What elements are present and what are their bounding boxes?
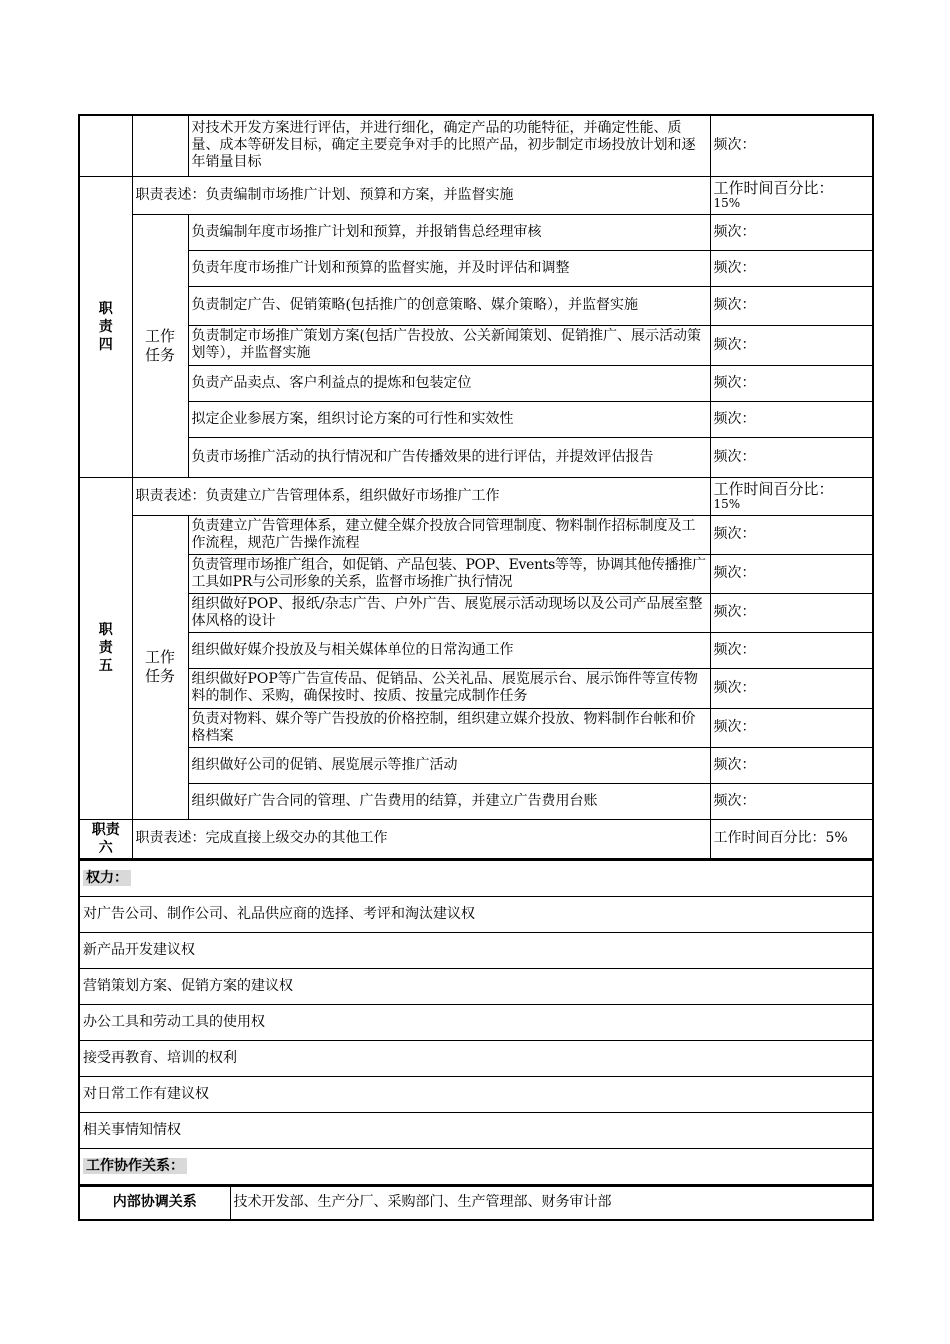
task-text: 负责建立广告管理体系，建立健全媒介投放合同管理制度、物料制作招标制度及工作流程，规范广告操作流程	[188, 515, 710, 554]
duty4-statement: 职责表述：负责编制市场推广计划、预算和方案，并监督实施	[132, 176, 710, 214]
duty3-task-row	[79, 115, 873, 176]
task-text: 组织做好媒介投放及与相关媒体单位的日常沟通工作	[188, 632, 710, 668]
task-text: 负责产品卖点、客户利益点的提炼和包装定位	[188, 365, 710, 401]
authority-item: 接受再教育、培训的权利	[79, 1041, 873, 1077]
duty4-tasks-label	[132, 214, 188, 477]
internal-relations-row	[79, 1186, 873, 1220]
duty5-task-row	[79, 515, 873, 554]
relations-heading-text: 工作协作关系：	[83, 1158, 187, 1174]
task-text: 负责对物料、媒介等广告投放的价格控制，组织建立媒介投放、物料制作台帐和价格档案	[188, 708, 710, 747]
duty4-time-pct	[710, 176, 873, 214]
authority-item: 新产品开发建议权	[79, 933, 873, 969]
authority-item-row	[79, 969, 873, 1005]
authority-item: 对广告公司、制作公司、礼品供应商的选择、考评和淘汰建议权	[79, 897, 873, 933]
authority-item: 相关事情知情权	[79, 1113, 873, 1149]
task-text: 组织做好POP、报纸/杂志广告、户外广告、展览展示活动现场以及公司产品展室整体风格的设计	[188, 593, 710, 632]
duty4-task-row	[79, 214, 873, 250]
authority-heading-row	[79, 861, 873, 897]
internal-relations-label: 内部协调关系	[79, 1186, 230, 1220]
authority-item-row	[79, 1005, 873, 1041]
authority-heading	[79, 861, 873, 897]
duty6-statement: 职责表述：完成直接上级交办的其他工作	[132, 819, 710, 859]
authority-item: 办公工具和劳动工具的使用权	[79, 1005, 873, 1041]
frequency-cell: 频次：	[710, 401, 873, 437]
duty5-tasks-label	[132, 515, 188, 819]
relations-table	[78, 1186, 874, 1222]
frequency-cell: 频次：	[710, 286, 873, 325]
frequency-cell: 频次：	[710, 668, 873, 708]
duty4-task-row	[79, 250, 873, 286]
relations-heading-row	[79, 1149, 873, 1185]
frequency-cell: 频次：	[710, 783, 873, 819]
frequency-cell: 频次：	[710, 250, 873, 286]
frequency-cell: 频次：	[710, 325, 873, 365]
frequency-cell: 频次：	[710, 515, 873, 554]
authority-item-row	[79, 933, 873, 969]
task-text: 负责市场推广活动的执行情况和广告传播效果的进行评估，并提效评估报告	[188, 437, 710, 477]
authority-table	[78, 860, 874, 1186]
internal-relations-value: 技术开发部、生产分厂、采购部门、生产管理部、财务审计部	[230, 1186, 873, 1220]
duty5-task-row	[79, 783, 873, 819]
duty5-tasks-label-text: 工作任务	[144, 648, 175, 685]
task-text: 负责年度市场推广计划和预算的监督实施，并及时评估和调整	[188, 250, 710, 286]
duty6-label	[79, 819, 132, 859]
duty4-task-row	[79, 286, 873, 325]
job-description-page	[78, 114, 872, 1221]
duty5-task-row	[79, 747, 873, 783]
duty5-statement-row	[79, 477, 873, 515]
duty5-label	[79, 477, 132, 819]
task-text: 拟定企业参展方案，组织讨论方案的可行性和实效性	[188, 401, 710, 437]
duty4-task-row	[79, 325, 873, 365]
task-text: 负责管理市场推广组合，如促销、产品包装、POP、Events等等，协调其他传播推广工具如PR与公司形象的关系，监督市场推广执行情况	[188, 554, 710, 593]
duty5-task-row	[79, 668, 873, 708]
duty5-pct-label: 工作时间百分比：	[713, 480, 834, 498]
duty5-pct-value: 15%	[713, 497, 741, 511]
frequency-cell: 频次：	[710, 593, 873, 632]
frequency-cell: 频次：	[710, 365, 873, 401]
duty4-label	[79, 176, 132, 477]
task-text: 负责制定广告、促销策略(包括推广的创意策略、媒介策略），并监督实施	[188, 286, 710, 325]
duty4-task-row	[79, 437, 873, 477]
task-text: 组织做好POP等广告宣传品、促销品、公关礼品、展览展示台、展示饰件等宣传物料的制作、采购，确保按时、按质、按量完成制作任务	[188, 668, 710, 708]
frequency-cell: 频次：	[710, 632, 873, 668]
duty4-label-text: 职责四	[98, 300, 113, 353]
duty4-task-row	[79, 365, 873, 401]
authority-item-row	[79, 897, 873, 933]
duty4-task-row	[79, 401, 873, 437]
duty4-pct-value: 15%	[713, 196, 741, 210]
duty6-row	[79, 819, 873, 859]
frequency-cell: 频次：	[710, 437, 873, 477]
authority-item: 营销策划方案、促销方案的建议权	[79, 969, 873, 1005]
duty5-time-pct	[710, 477, 873, 515]
frequency-cell: 频次：	[710, 554, 873, 593]
duty5-task-row	[79, 632, 873, 668]
authority-item: 对日常工作有建议权	[79, 1077, 873, 1113]
duty6-label-text: 职责六	[91, 821, 120, 856]
frequency-cell: 频次：	[710, 214, 873, 250]
duty5-statement: 职责表述：负责建立广告管理体系，组织做好市场推广工作	[132, 477, 710, 515]
authority-heading-text: 权力：	[83, 870, 131, 886]
duty4-tasks-label-text: 工作任务	[144, 326, 175, 364]
duty3-sub-cell	[132, 115, 188, 176]
duty6-time-pct: 工作时间百分比：5%	[710, 819, 873, 859]
authority-item-row	[79, 1113, 873, 1149]
task-text: 组织做好公司的促销、展览展示等推广活动	[188, 747, 710, 783]
task-text: 负责编制年度市场推广计划和预算，并报销售总经理审核	[188, 214, 710, 250]
task-text: 负责制定市场推广策划方案(包括广告投放、公关新闻策划、促销推广、展示活动策划等），并监督实施	[188, 325, 710, 365]
frequency-cell: 频次：	[710, 747, 873, 783]
duty5-label-text: 职责五	[98, 622, 113, 674]
duty4-pct-label: 工作时间百分比：	[713, 179, 834, 197]
authority-item-row	[79, 1041, 873, 1077]
task-text: 对技术开发方案进行评估，并进行细化，确定产品的功能特征，并确定性能、质量、成本等研发目标，确定主要竞争对手的比照产品，初步制定市场投放计划和逐年销量目标	[188, 115, 710, 176]
relations-heading	[79, 1149, 873, 1185]
duty3-label-cell	[79, 115, 132, 176]
authority-item-row	[79, 1077, 873, 1113]
duty4-statement-row	[79, 176, 873, 214]
duties-table	[78, 114, 874, 860]
frequency-cell: 频次：	[710, 708, 873, 747]
duty5-task-row	[79, 593, 873, 632]
task-text: 组织做好广告合同的管理、广告费用的结算，并建立广告费用台账	[188, 783, 710, 819]
frequency-cell: 频次：	[710, 115, 873, 176]
duty5-task-row	[79, 554, 873, 593]
duty5-task-row	[79, 708, 873, 747]
